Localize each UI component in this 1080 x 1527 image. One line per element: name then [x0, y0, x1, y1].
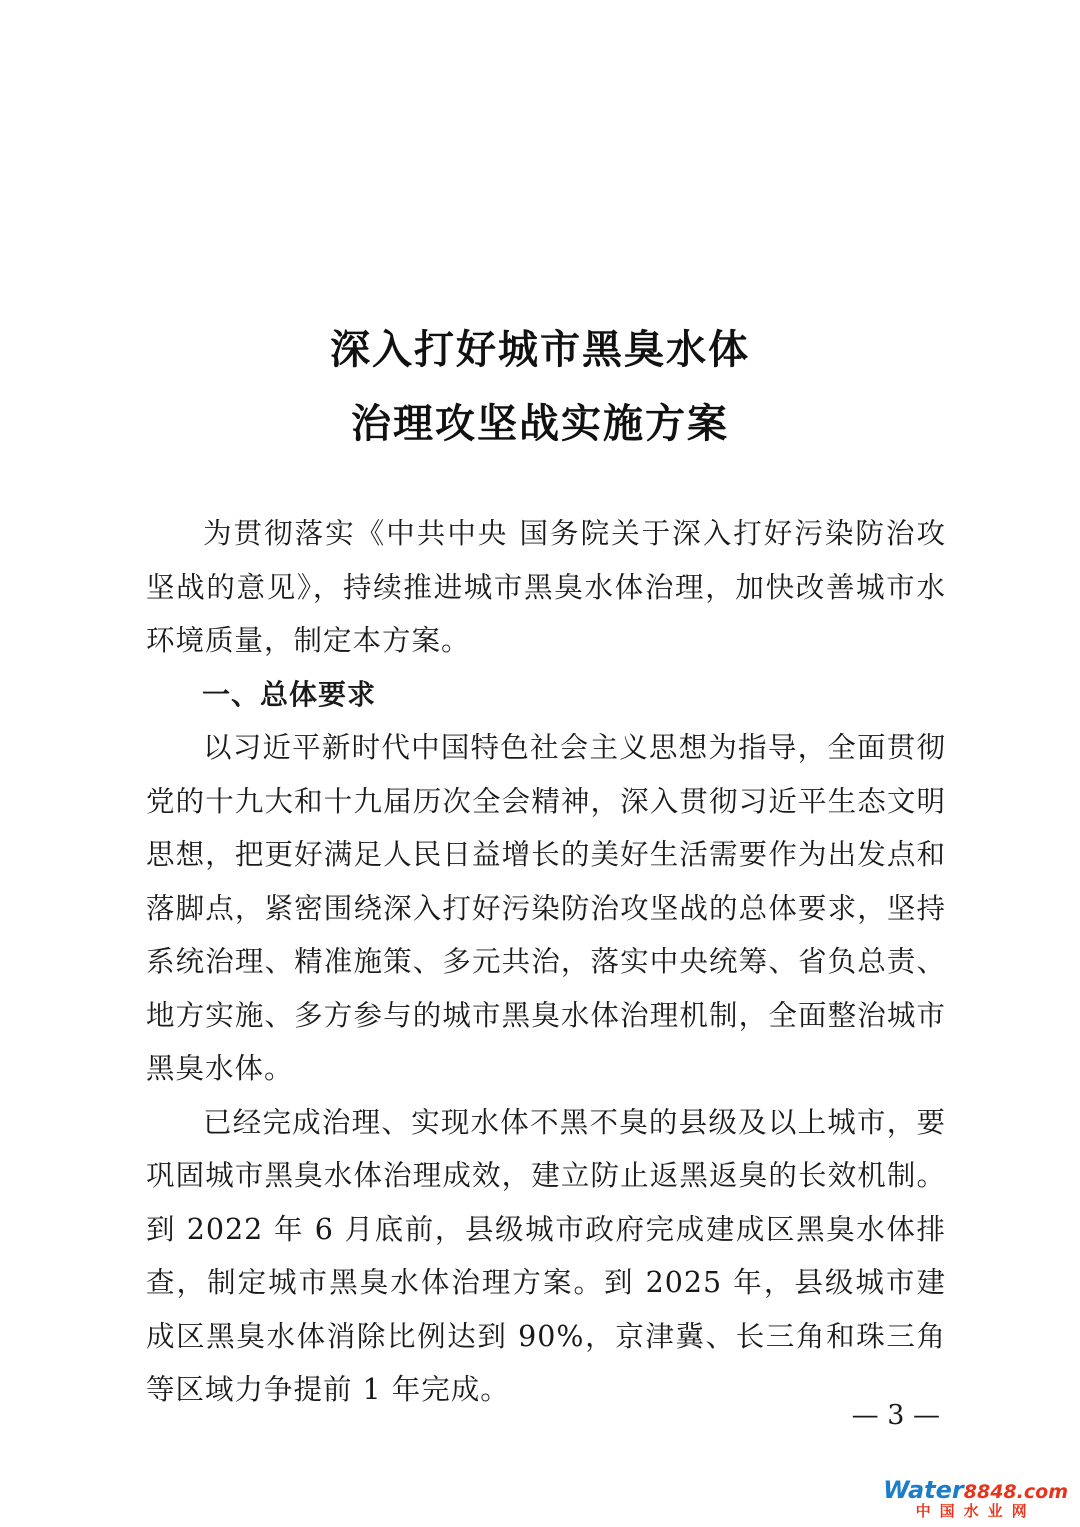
page-number: — 3 —	[851, 1400, 940, 1431]
document-title-line-2: 治理攻坚战实施方案	[351, 401, 729, 447]
watermark-brand-text: Water	[883, 1476, 964, 1504]
watermark-logo	[883, 1478, 1068, 1519]
document-title-line-1: 深入打好城市黑臭水体	[330, 327, 750, 373]
body-paragraph-2: 已经完成治理、实现水体不黑不臭的县级及以上城市，要巩固城市黑臭水体治理成效，建立防止返黑返臭的长效机制。到 2022 年 6 月底前，县级城市政府完成建成区黑臭水体排查，制定城市黑臭水体治理方案。到 2025 年，县级城市建成区黑臭水体消除比例达到 90%，京津冀、长三角和珠三角等区域力争提前 1 年完成。	[146, 1105, 946, 1406]
intro-paragraph: 为贯彻落实《中共中央 国务院关于深入打好污染防治攻坚战的意见》，持续推进城市黑臭水体治理，加快改善城市水环境质量，制定本方案。	[146, 517, 946, 657]
watermark-brand	[883, 1478, 1068, 1502]
document-body	[146, 507, 946, 1417]
body-paragraph-1: 以习近平新时代中国特色社会主义思想为指导，全面贯彻党的十九大和十九届历次全会精神，深入贯彻习近平生态文明思想，把更好满足人民日益增长的美好生活需要作为出发点和落脚点，紧密围绕深入打好污染防治攻坚战的总体要求，坚持系统治理、精准施策、多元共治，落实中央统筹、省负总责、地方实施、多方参与的城市黑臭水体治理机制，全面整治城市黑臭水体。	[146, 731, 946, 1085]
watermark-brand-number: 8848	[963, 1481, 1017, 1503]
watermark-brand-suffix: .com	[1016, 1481, 1068, 1503]
watermark-subtitle: 中国水业网	[915, 1502, 1036, 1520]
section-heading: 一、总体要求	[202, 677, 377, 711]
